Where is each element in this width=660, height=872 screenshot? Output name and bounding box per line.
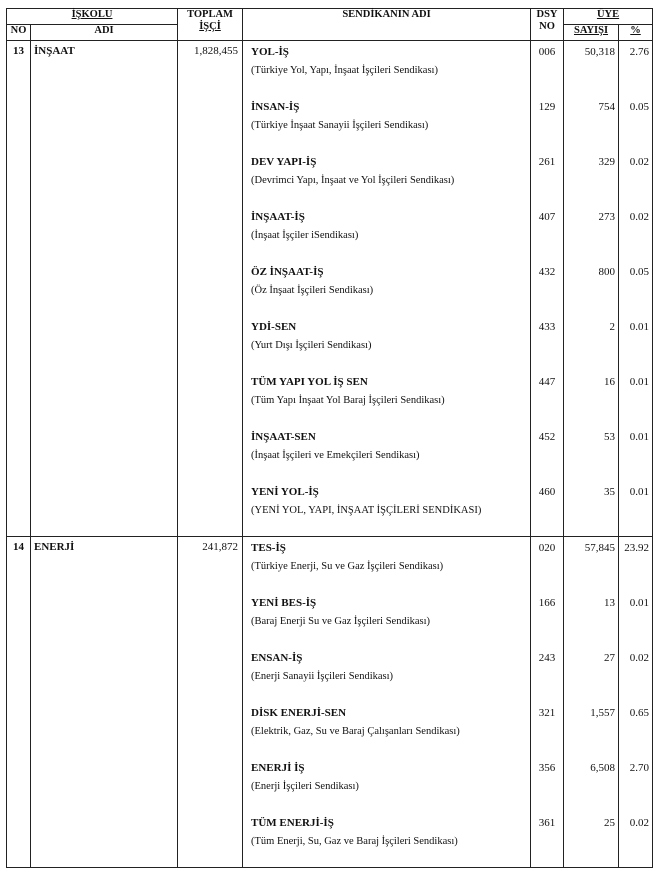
union-full-name: (Öz İnşaat İşçileri Sendikası) bbox=[251, 285, 374, 296]
list-item bbox=[243, 537, 530, 592]
list-item bbox=[619, 592, 652, 647]
union-name: YOL-İŞ bbox=[251, 46, 289, 58]
member-count: 13 bbox=[604, 597, 616, 609]
sector-name: İNŞAAT bbox=[31, 41, 178, 537]
list-item bbox=[531, 151, 563, 206]
list-item bbox=[243, 41, 530, 96]
list-item bbox=[531, 96, 563, 151]
list-item bbox=[531, 206, 563, 261]
member-percentage: 0.65 bbox=[629, 707, 650, 719]
table-row bbox=[7, 537, 653, 868]
header-toplam-line1: TOPLAM bbox=[187, 9, 233, 20]
member-count: 2 bbox=[609, 321, 616, 333]
list-item bbox=[531, 481, 563, 536]
member-count: 1,557 bbox=[590, 707, 616, 719]
list-item bbox=[619, 151, 652, 206]
list-item bbox=[619, 702, 652, 757]
union-full-name: (Türkiye İnşaat Sanayii İşçileri Sendikası) bbox=[251, 120, 429, 131]
list-item bbox=[564, 647, 618, 702]
list-item bbox=[243, 151, 530, 206]
member-count: 6,508 bbox=[590, 762, 616, 774]
list-item bbox=[564, 371, 618, 426]
list-item bbox=[619, 426, 652, 481]
union-name: YENİ BES-İŞ bbox=[251, 597, 317, 609]
list-item bbox=[564, 592, 618, 647]
union-full-name: (Enerji İşçileri Sendikası) bbox=[251, 781, 359, 792]
union-name: TES-İŞ bbox=[251, 542, 286, 554]
union-name: ENSAN-İŞ bbox=[251, 652, 303, 664]
sector-name: ENERJİ bbox=[31, 537, 178, 868]
header-sayisi: SAYIŞI bbox=[564, 25, 619, 41]
union-full-name: (YENİ YOL, YAPI, İNŞAAT İŞÇİLERİ SENDİKASI) bbox=[251, 505, 482, 516]
list-item bbox=[564, 261, 618, 316]
list-item bbox=[564, 96, 618, 151]
list-item bbox=[243, 592, 530, 647]
percentage-list bbox=[619, 537, 653, 868]
member-percentage: 0.01 bbox=[629, 597, 650, 609]
list-item bbox=[531, 647, 563, 702]
member-percentage: 0.05 bbox=[629, 266, 650, 278]
dsy-number: 452 bbox=[538, 431, 556, 443]
member-count-list bbox=[564, 41, 619, 537]
header-no: NO bbox=[7, 25, 31, 41]
member-percentage: 0.01 bbox=[629, 431, 650, 443]
union-full-name: (Türkiye Yol, Yapı, İnşaat İşçileri Sendikası) bbox=[251, 65, 438, 76]
list-item bbox=[619, 647, 652, 702]
sector-no: 13 bbox=[7, 41, 31, 537]
header-adi: ADI bbox=[31, 25, 178, 41]
header-dsy-line2: NO bbox=[539, 21, 555, 32]
union-name: İNŞAAT-SEN bbox=[251, 431, 316, 443]
union-list bbox=[243, 537, 531, 868]
list-item bbox=[243, 757, 530, 812]
header-uye: ÜYE bbox=[564, 9, 653, 25]
dsy-number: 433 bbox=[538, 321, 556, 333]
dsy-number: 321 bbox=[538, 707, 556, 719]
list-item bbox=[243, 206, 530, 261]
member-percentage: 0.01 bbox=[629, 486, 650, 498]
dsy-number: 129 bbox=[538, 101, 556, 113]
member-count-list bbox=[564, 537, 619, 868]
member-percentage: 23.92 bbox=[624, 542, 650, 554]
header-dsy-no bbox=[531, 9, 564, 41]
member-count: 25 bbox=[604, 817, 616, 829]
list-item bbox=[243, 481, 530, 536]
member-count: 57,845 bbox=[584, 542, 616, 554]
member-percentage: 0.02 bbox=[629, 156, 650, 168]
table-body bbox=[7, 41, 653, 868]
list-item bbox=[619, 206, 652, 261]
union-name: İNŞAAT-İŞ bbox=[251, 211, 305, 223]
dsy-number: 020 bbox=[538, 542, 556, 554]
list-item bbox=[564, 812, 618, 867]
list-item bbox=[619, 96, 652, 151]
dsy-number: 407 bbox=[538, 211, 556, 223]
list-item bbox=[619, 757, 652, 812]
list-item bbox=[564, 41, 618, 96]
list-item bbox=[531, 812, 563, 867]
list-item bbox=[619, 261, 652, 316]
header-dsy-line1: DSY bbox=[536, 9, 558, 20]
member-percentage: 2.76 bbox=[629, 46, 650, 58]
list-item bbox=[531, 537, 563, 592]
table-row bbox=[7, 41, 653, 537]
list-item bbox=[531, 592, 563, 647]
union-name: YDİ-SEN bbox=[251, 321, 297, 333]
list-item bbox=[531, 702, 563, 757]
member-percentage: 0.05 bbox=[629, 101, 650, 113]
union-full-name: (Türkiye Enerji, Su ve Gaz İşçileri Sendikası) bbox=[251, 561, 444, 572]
list-item bbox=[531, 757, 563, 812]
percentage-list bbox=[619, 41, 653, 537]
header-sendika-adi: SENDİKANIN ADI bbox=[243, 9, 531, 41]
member-count: 754 bbox=[598, 101, 616, 113]
union-name: DİSK ENERJİ-SEN bbox=[251, 707, 347, 719]
list-item bbox=[531, 426, 563, 481]
dsy-list bbox=[531, 41, 564, 537]
list-item bbox=[243, 96, 530, 151]
union-name: TÜM YAPI YOL İŞ SEN bbox=[251, 376, 368, 388]
list-item bbox=[619, 316, 652, 371]
list-item bbox=[243, 426, 530, 481]
union-full-name: (Tüm Yapı İnşaat Yol Baraj İşçileri Sendikası) bbox=[251, 395, 445, 406]
list-item bbox=[619, 537, 652, 592]
list-item bbox=[243, 647, 530, 702]
dsy-number: 460 bbox=[538, 486, 556, 498]
member-percentage: 2.70 bbox=[629, 762, 650, 774]
member-percentage: 0.02 bbox=[629, 817, 650, 829]
header-toplam-isci bbox=[178, 9, 243, 41]
union-name: YENİ YOL-İŞ bbox=[251, 486, 319, 498]
union-full-name: (Tüm Enerji, Su, Gaz ve Baraj İşçileri Sendikası) bbox=[251, 836, 458, 847]
list-item bbox=[564, 537, 618, 592]
union-name: TÜM ENERJİ-İŞ bbox=[251, 817, 334, 829]
list-item bbox=[564, 426, 618, 481]
list-item bbox=[619, 481, 652, 536]
list-item bbox=[531, 371, 563, 426]
union-full-name: (Yurt Dışı İşçileri Sendikası) bbox=[251, 340, 372, 351]
member-percentage: 0.01 bbox=[629, 321, 650, 333]
union-full-name: (İnşaat İşçiler iSendikası) bbox=[251, 230, 359, 241]
dsy-number: 356 bbox=[538, 762, 556, 774]
member-percentage: 0.02 bbox=[629, 211, 650, 223]
list-item bbox=[619, 41, 652, 96]
list-item bbox=[531, 261, 563, 316]
union-name: DEV YAPI-İŞ bbox=[251, 156, 317, 168]
union-name: ÖZ İNŞAAT-İŞ bbox=[251, 266, 324, 278]
list-item bbox=[564, 481, 618, 536]
member-percentage: 0.01 bbox=[629, 376, 650, 388]
union-membership-table bbox=[6, 8, 653, 868]
union-full-name: (Elektrik, Gaz, Su ve Baraj Çalışanları Sendikası) bbox=[251, 726, 460, 737]
member-count: 53 bbox=[604, 431, 616, 443]
list-item bbox=[564, 316, 618, 371]
member-count: 16 bbox=[604, 376, 616, 388]
list-item bbox=[564, 702, 618, 757]
list-item bbox=[243, 371, 530, 426]
dsy-number: 006 bbox=[538, 46, 556, 58]
union-name: İNSAN-İŞ bbox=[251, 101, 300, 113]
list-item bbox=[564, 151, 618, 206]
member-count: 329 bbox=[598, 156, 616, 168]
list-item bbox=[243, 812, 530, 867]
list-item bbox=[243, 316, 530, 371]
sector-total-workers: 1,828,455 bbox=[178, 41, 243, 537]
union-full-name: (Baraj Enerji Su ve Gaz İşçileri Sendikası) bbox=[251, 616, 431, 627]
header-iskolu: İŞKOLU bbox=[7, 9, 178, 25]
list-item bbox=[243, 702, 530, 757]
member-count: 27 bbox=[604, 652, 616, 664]
dsy-number: 166 bbox=[538, 597, 556, 609]
dsy-number: 447 bbox=[538, 376, 556, 388]
union-full-name: (Enerji Sanayii İşçileri Sendikası) bbox=[251, 671, 394, 682]
list-item bbox=[531, 316, 563, 371]
union-full-name: (Devrimci Yapı, İnşaat ve Yol İşçileri Sendikası) bbox=[251, 175, 455, 186]
union-full-name: (İnşaat İşçileri ve Emekçileri Sendikası) bbox=[251, 450, 420, 461]
union-name: ENERJİ İŞ bbox=[251, 762, 305, 774]
dsy-number: 243 bbox=[538, 652, 556, 664]
member-count: 800 bbox=[598, 266, 616, 278]
sector-total-workers: 241,872 bbox=[178, 537, 243, 868]
union-list bbox=[243, 41, 531, 537]
member-count: 35 bbox=[604, 486, 616, 498]
dsy-list bbox=[531, 537, 564, 868]
member-count: 273 bbox=[598, 211, 616, 223]
header-toplam-line2: İŞÇİ bbox=[199, 21, 221, 32]
member-percentage: 0.02 bbox=[629, 652, 650, 664]
header-yuzde: % bbox=[619, 25, 653, 41]
dsy-number: 361 bbox=[538, 817, 556, 829]
sector-no: 14 bbox=[7, 537, 31, 868]
list-item bbox=[619, 812, 652, 867]
list-item bbox=[531, 41, 563, 96]
dsy-number: 261 bbox=[538, 156, 556, 168]
list-item bbox=[619, 371, 652, 426]
list-item bbox=[564, 206, 618, 261]
member-count: 50,318 bbox=[584, 46, 616, 58]
dsy-number: 432 bbox=[538, 266, 556, 278]
list-item bbox=[564, 757, 618, 812]
list-item bbox=[243, 261, 530, 316]
